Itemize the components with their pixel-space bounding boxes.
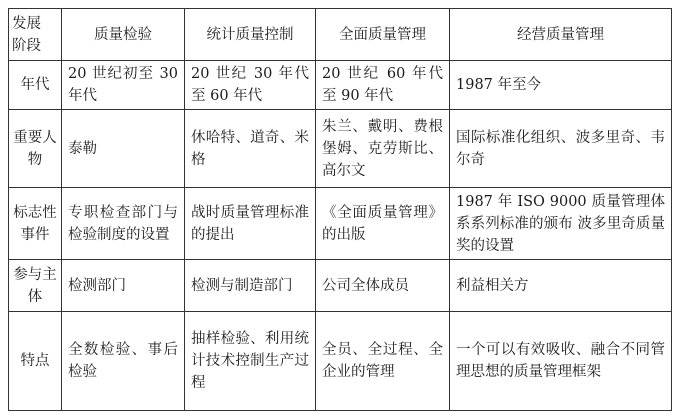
- table-row-characteristics: [9, 312, 672, 411]
- table-cell: 1987 年至今: [450, 61, 672, 110]
- table-cell: 《全面质量管理》的出版: [316, 188, 450, 260]
- quality-management-stages-table: [8, 8, 672, 411]
- table-cell: 专职检查部门与检验制度的设置: [62, 188, 185, 260]
- table-cell: 20 世纪 30 年代至 60 年代: [185, 61, 316, 110]
- table-cell: 20 世纪 60 年代至 90 年代: [316, 61, 450, 110]
- header-cell-statistical-control: 统计质量控制: [185, 9, 316, 61]
- table-cell: 利益相关方: [450, 260, 672, 312]
- table-cell: 战时质量管理标准的提出: [185, 188, 316, 260]
- table-cell: 1987 年 ISO 9000 质量管理体系系列标准的颁布 波多里奇质量奖的设置: [450, 188, 672, 260]
- table-row-participants: [9, 260, 672, 312]
- table-cell: 全员、全过程、全企业的管理: [316, 312, 450, 411]
- table-cell: 抽样检验、利用统计技术控制生产过程: [185, 312, 316, 411]
- table-cell: 朱兰、戴明、费根堡姆、克劳斯比、高尔文: [316, 110, 450, 188]
- table-row-key-figures: [9, 110, 672, 188]
- header-cell-business-quality: 经营质量管理: [450, 9, 672, 61]
- row-label-era: 年代: [9, 61, 62, 110]
- table-cell: 泰勒: [62, 110, 185, 188]
- table-cell: 休哈特、道奇、米格: [185, 110, 316, 188]
- table-cell: 全数检验、事后检验: [62, 312, 185, 411]
- table-cell: 一个可以有效吸收、融合不同管理思想的质量管理框架: [450, 312, 672, 411]
- table-header-row: [9, 9, 672, 61]
- table-row-era: [9, 61, 672, 110]
- table-cell: 国际标准化组织、波多里奇、韦尔奇: [450, 110, 672, 188]
- table-cell: 20 世纪初至 30 年代: [62, 61, 185, 110]
- row-label-participants: 参与主体: [9, 260, 62, 312]
- table-cell: 检测与制造部门: [185, 260, 316, 312]
- table-cell: 公司全体成员: [316, 260, 450, 312]
- table-cell: 检测部门: [62, 260, 185, 312]
- row-label-key-figures: 重要人物: [9, 110, 62, 188]
- header-cell-inspection: 质量检验: [62, 9, 185, 61]
- header-cell-total-quality: 全面质量管理: [316, 9, 450, 61]
- header-cell-stage: 发展阶段: [9, 9, 62, 61]
- table-row-landmark-events: [9, 188, 672, 260]
- row-label-characteristics: 特点: [9, 312, 62, 411]
- row-label-landmark-events: 标志性事件: [9, 188, 62, 260]
